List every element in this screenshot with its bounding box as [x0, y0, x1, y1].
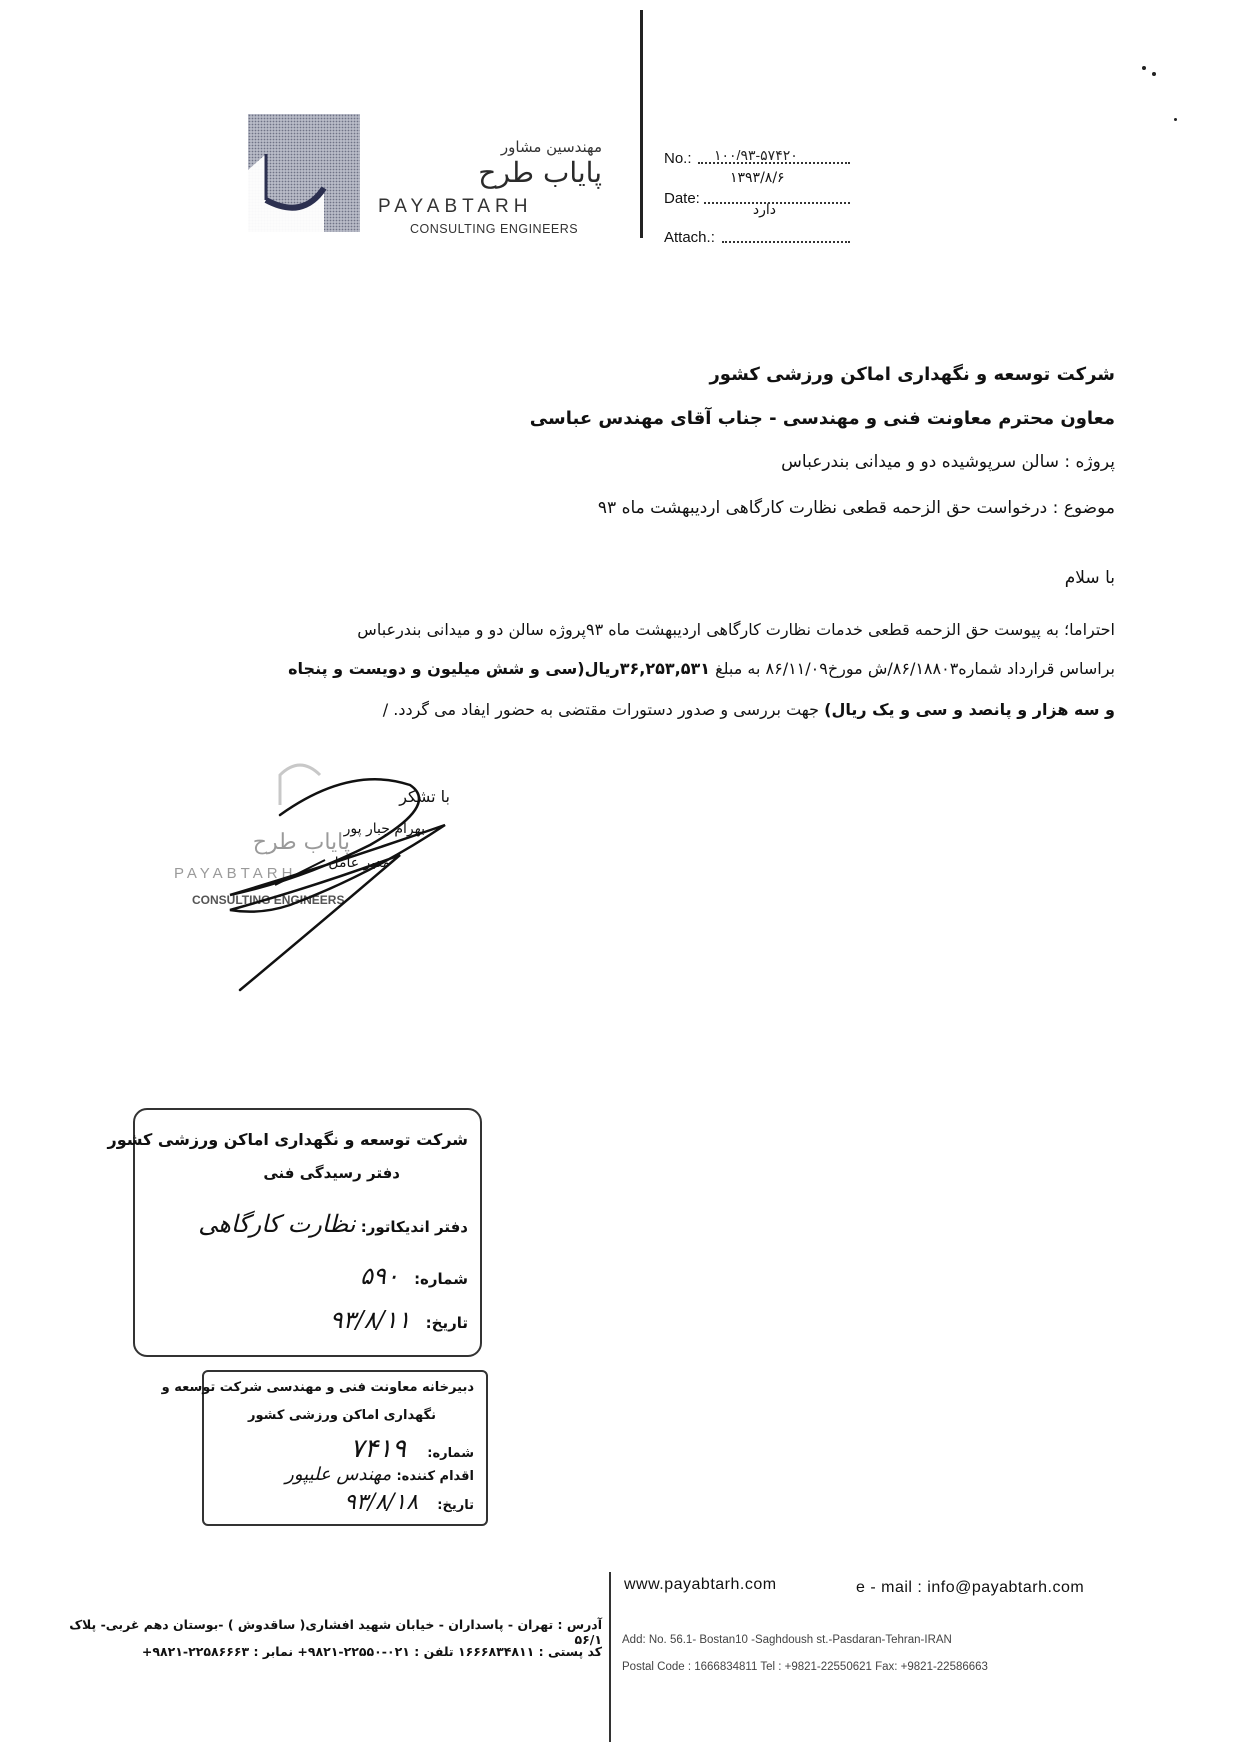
letter-attach-row — [664, 222, 854, 246]
signature-block — [170, 745, 510, 1005]
payabtarh-logo-icon — [248, 114, 360, 232]
receipt-stamp — [107, 1108, 482, 1357]
stamp-1-dept: دفتر رسیدگی فنی — [263, 1164, 400, 1182]
stamp-2-date-row — [344, 1490, 474, 1515]
stamp-1-number-label: شماره: — [414, 1270, 468, 1288]
stamp-2-handler-row — [285, 1464, 474, 1485]
body-line-2 — [115, 659, 1115, 678]
stamp-1-org: شرکت توسعه و نگهداری اماکن ورزشی کشور — [107, 1130, 468, 1149]
body-line-1: احتراما؛ به پیوست حق الزحمه قطعی خدمات نظارت کارگاهی اردیبهشت ماه ۹۳پروژه سالن دو و میدانی بندرعباس — [357, 620, 1115, 639]
signer-name: بهرام جبار پور — [343, 821, 425, 837]
signer-title: مدیر عامل — [328, 855, 390, 871]
body-line-3-amount-words: و سه هزار و پانصد و سی و یک ریال) — [824, 700, 1115, 719]
attach-label: Attach.: — [664, 229, 715, 246]
stamp-1-date-label: تاریخ: — [425, 1314, 468, 1332]
signature-icon — [170, 745, 510, 1005]
dotted-line — [722, 241, 850, 243]
greeting: با سلام — [1064, 568, 1115, 588]
footer-contact-en: Postal Code : 1666834811 Tel : +9821-22550621 Fax: +9821-22586663 — [622, 1661, 988, 1673]
company-seal-fa: پایاب طرح — [252, 830, 350, 855]
stamp-2-org: دبیرخانه معاونت فنی و مهندسی شرکت توسعه و — [161, 1380, 474, 1395]
company-seal-en: PAYABTARH — [174, 865, 297, 882]
stamp-2-org-2: نگهداری اماکن ورزشی کشور — [247, 1408, 436, 1423]
body-line-3 — [115, 700, 1115, 719]
logo-company-name-fa: پایاب طرح — [478, 156, 602, 189]
logo-consulting-en: CONSULTING ENGINEERS — [410, 222, 579, 236]
body-line-2-amount: ۳۶,۲۵۳,۵۳۱ریال(سی و شش میلیون و دویست و پنجاه — [288, 659, 710, 678]
stamp-1-number-row — [360, 1262, 468, 1290]
footer-address-en: Add: No. 56.1- Bostan10 -Saghdoush st.-Pasdaran-Tehran-IRAN — [622, 1634, 952, 1646]
stamp-1-indicator-value: نظارت کارگاهی — [198, 1210, 356, 1238]
stamp-2-date-label: تاریخ: — [437, 1498, 474, 1513]
secretariat-stamp — [161, 1370, 488, 1526]
body-line-3-request: جهت بررسی و صدور دستورات مقتضی به حضور ایفاد می گردد. / — [382, 700, 820, 719]
scan-speck — [1152, 72, 1156, 76]
stamp-1-indicator-label: دفتر اندیکاتور: — [360, 1218, 468, 1236]
stamp-2-number-row — [350, 1434, 474, 1464]
closing-text: با تشکر — [399, 787, 450, 806]
subject-line: موضوع : درخواست حق الزحمه قطعی نظارت کارگاهی اردیبهشت ماه ۹۳ — [597, 498, 1115, 518]
footer-email: e - mail : info@payabtarh.com — [856, 1579, 1085, 1596]
number-label: No.: — [664, 150, 692, 167]
stamp-2-number-label: شماره: — [427, 1446, 474, 1461]
recipient-company: شرکت توسعه و نگهداری اماکن ورزشی کشور — [709, 364, 1115, 385]
attach-value: دارد — [752, 202, 776, 218]
stamp-1-date-value: ۹۳/۸/۱۱ — [329, 1306, 411, 1334]
company-seal-en-sub: CONSULTING ENGINEERS — [192, 893, 345, 907]
date-value: ۱۳۹۳/۸/۶ — [730, 170, 785, 186]
footer-address-fa: آدرس : تهران - پاسداران - خیابان شهید افشاری( ساقدوش ) -بوستان دهم غربی- پلاک ۵۶/۱ — [69, 1617, 602, 1647]
stamp-1-indicator-row — [198, 1210, 468, 1238]
footer-divider — [609, 1572, 611, 1742]
stamp-2-handler-value: مهندس علیپور — [285, 1464, 392, 1485]
body-line-2-contract: براساس قرارداد شماره۸۶/۱۸۸۰۳/ش مورخ۸۶/۱۱/۰۹ به مبلغ — [715, 659, 1115, 678]
header-divider — [640, 10, 643, 238]
scan-speck — [1142, 66, 1146, 70]
stamp-2-handler-label: اقدام کننده: — [396, 1469, 474, 1484]
date-label: Date: — [664, 190, 700, 207]
recipient-person: معاون محترم معاونت فنی و مهندسی - جناب آقای مهندس عباسی — [529, 408, 1115, 429]
footer-website: www.payabtarh.com — [624, 1576, 777, 1593]
stamp-1-date-row — [330, 1306, 468, 1334]
project-line: پروژه : سالن سرپوشیده دو و میدانی بندرعباس — [781, 452, 1115, 472]
stamp-2-date-value: ۹۳/۸/۱۸ — [344, 1490, 419, 1515]
scan-speck — [1174, 118, 1177, 121]
stamp-2-number-value: ۷۴۱۹ — [350, 1434, 407, 1464]
footer-contact-fa: کد پستی : ۱۶۶۶۸۳۴۸۱۱ تلفن : ۰۲۱-۲۲۵۵۰-۹۸۲۱+ نمابر : ۲۲۵۸۶۶۶۳-۹۸۲۱+ — [141, 1644, 602, 1659]
stamp-1-number-value: ۵۹۰ — [360, 1262, 399, 1290]
logo-consulting-fa: مهندسین مشاور — [500, 138, 602, 156]
letter-number-row — [664, 143, 854, 167]
number-value: ۱۰۰/۹۳-۵۷۴۲۰ — [714, 147, 798, 163]
logo-company-name-en: PAYABTARH — [378, 196, 533, 217]
